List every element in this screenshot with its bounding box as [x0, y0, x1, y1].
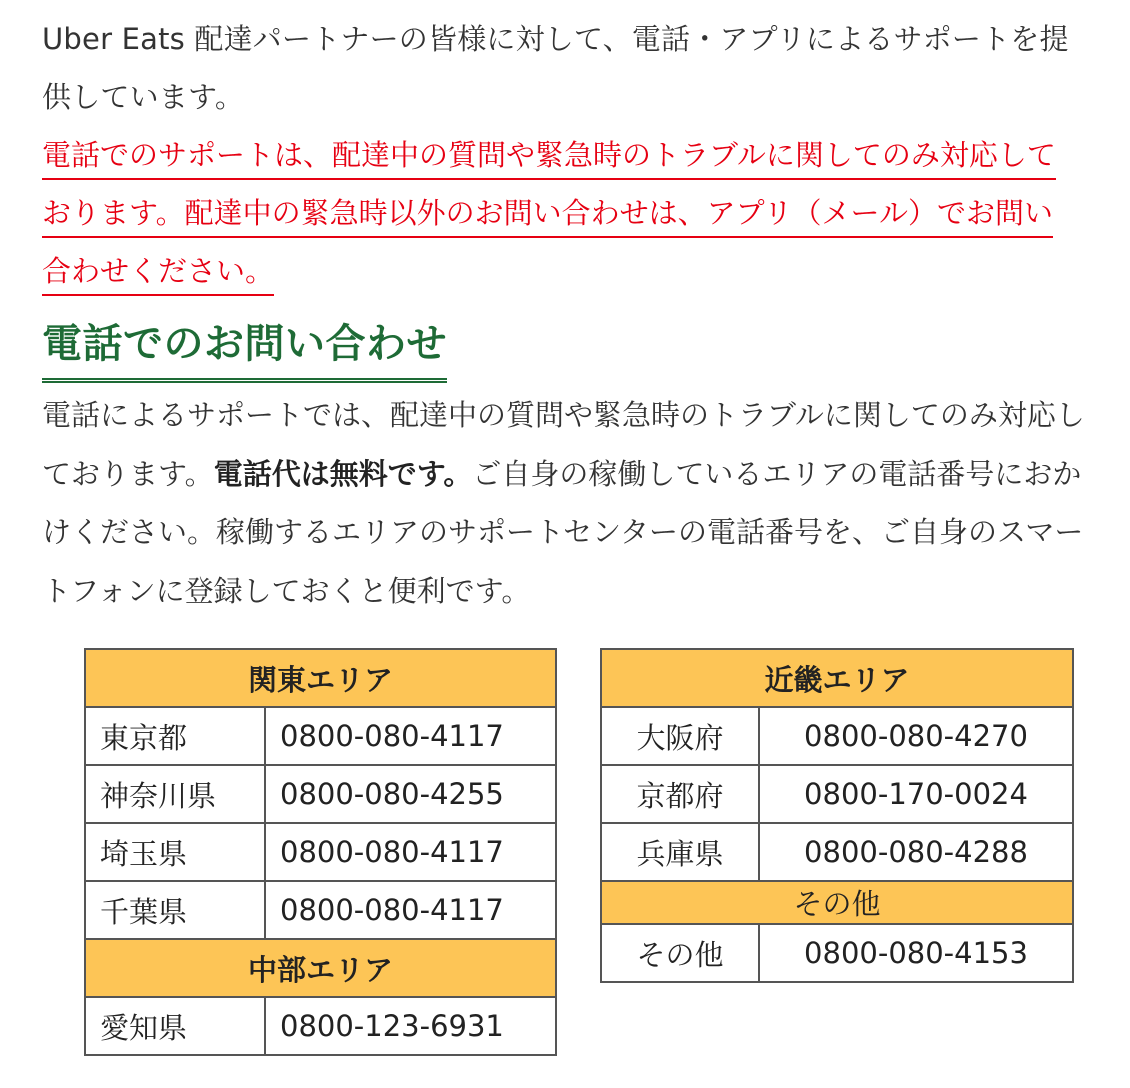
- notice-line-3: 合わせください。: [42, 254, 274, 296]
- section-title: 電話でのお問い合わせ: [42, 318, 447, 383]
- prefecture-cell: 兵庫県: [601, 823, 759, 881]
- table-row: [85, 823, 556, 881]
- intro-line-1: Uber Eats 配達パートナーの皆様に対して、電話・アプリによるサポートを提: [42, 22, 1069, 56]
- table-row: [601, 823, 1073, 881]
- prefecture-cell: 神奈川県: [85, 765, 265, 823]
- other-area-header: その他: [601, 881, 1073, 924]
- kinki-area-header: 近畿エリア: [601, 649, 1073, 707]
- prefecture-cell: その他: [601, 924, 759, 982]
- kinki-other-phone-table: [600, 648, 1074, 983]
- phone-number-cell[interactable]: 0800-080-4117: [265, 707, 556, 765]
- intro-line-2: 供しています。: [42, 80, 245, 114]
- phone-number-cell[interactable]: 0800-080-4270: [759, 707, 1073, 765]
- kanto-chubu-phone-table: [84, 648, 557, 1056]
- prefecture-cell: 愛知県: [85, 997, 265, 1055]
- prefecture-cell: 大阪府: [601, 707, 759, 765]
- prefecture-cell: 千葉県: [85, 881, 265, 939]
- phone-number-cell[interactable]: 0800-080-4255: [265, 765, 556, 823]
- notice-line-1: 電話でのサポートは、配達中の質問や緊急時のトラブルに関してのみ対応して: [42, 138, 1056, 180]
- table-row: [601, 707, 1073, 765]
- description-text-1: 電話によるサポートでは、配達中の質問や緊急時のトラブルに関してのみ対応しております。: [42, 398, 1085, 491]
- kanto-area-header: 関東エリア: [85, 649, 556, 707]
- table-row: [601, 924, 1073, 982]
- phone-support-description: [42, 386, 1098, 620]
- notice-line-2: おります。配達中の緊急時以外のお問い合わせは、アプリ（メール）でお問い: [42, 196, 1053, 238]
- phone-number-cell[interactable]: 0800-123-6931: [265, 997, 556, 1055]
- intro-block: [42, 0, 1098, 300]
- phone-number-cell[interactable]: 0800-080-4153: [759, 924, 1073, 982]
- phone-number-cell[interactable]: 0800-080-4117: [265, 823, 556, 881]
- table-row: [601, 765, 1073, 823]
- intro-paragraph: [42, 10, 1098, 126]
- prefecture-cell: 京都府: [601, 765, 759, 823]
- table-row: [85, 765, 556, 823]
- table-row: [85, 707, 556, 765]
- table-row: [85, 881, 556, 939]
- phone-number-cell[interactable]: 0800-080-4288: [759, 823, 1073, 881]
- phone-number-cell[interactable]: 0800-170-0024: [759, 765, 1073, 823]
- phone-support-notice: [42, 126, 1098, 300]
- description-text-2: ご自身の稼働しているエリアの電話番号におかけください。稼働するエリアのサポートセンターの電話番号を、ご自身のスマートフォンに登録しておくと便利です。: [42, 456, 1084, 608]
- prefecture-cell: 埼玉県: [85, 823, 265, 881]
- prefecture-cell: 東京都: [85, 707, 265, 765]
- table-row: [85, 997, 556, 1055]
- phone-number-cell[interactable]: 0800-080-4117: [265, 881, 556, 939]
- chubu-area-header: 中部エリア: [85, 939, 556, 997]
- free-call-note: 電話代は無料です。: [213, 456, 473, 491]
